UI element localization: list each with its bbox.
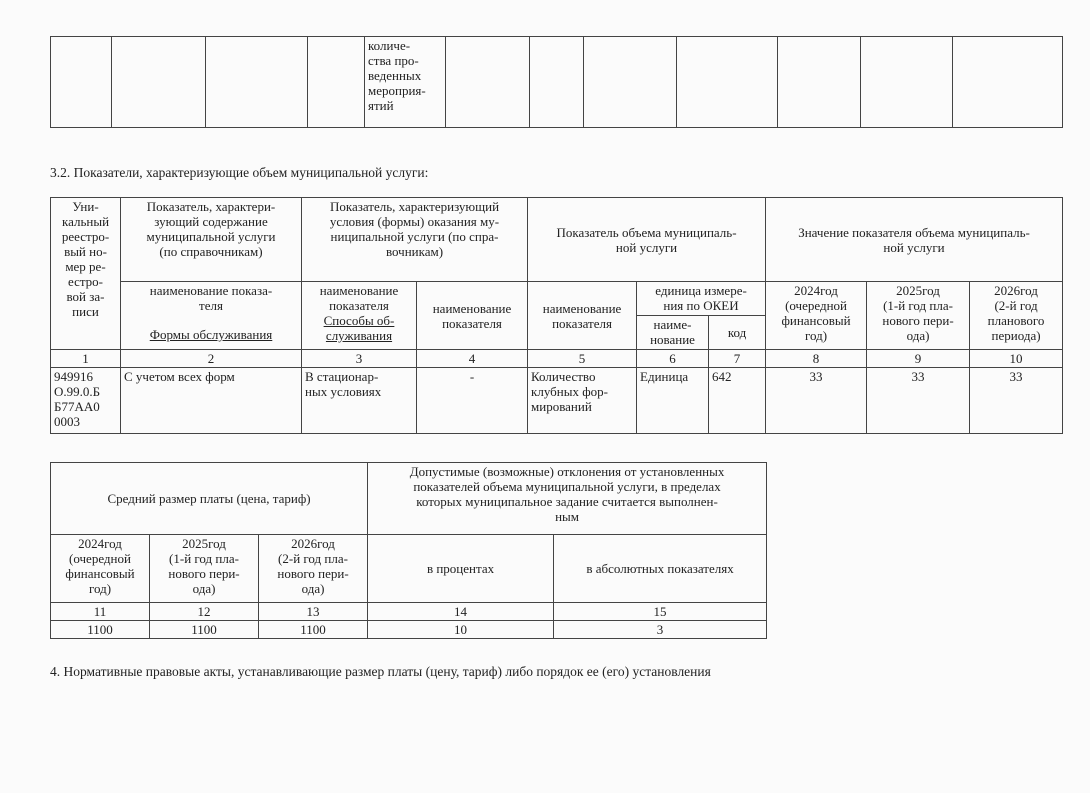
column-number: 8	[766, 350, 867, 368]
conditions-subheader	[302, 282, 417, 350]
table-row	[51, 350, 1063, 368]
value-2024: 33	[766, 368, 867, 434]
volume-value-header: Значение показателя объема муниципаль- ной услуги	[766, 198, 1063, 282]
column-number: 1	[51, 350, 121, 368]
value-2025: 33	[867, 368, 970, 434]
registry-number: 949916 О.99.0.Б Б77АА0 0003	[51, 368, 121, 434]
year-2025-header: 2025год (1-й год пла- нового пери- ода)	[867, 282, 970, 350]
content-value: С учетом всех форм	[121, 368, 302, 434]
indicator-name-header: наименование показателя	[528, 282, 637, 350]
column-number: 7	[709, 350, 766, 368]
table-cell	[530, 37, 584, 128]
deviation-absolute: 3	[554, 621, 767, 639]
table-row	[51, 282, 1063, 316]
table-row	[51, 621, 767, 639]
section-4-title: 4. Нормативные правовые акты, устанавливающие размер платы (цену, тариф) либо порядок ее (его) установления	[50, 664, 711, 679]
fee-deviation-table	[50, 462, 767, 639]
table-row	[51, 198, 1063, 282]
conditions-value: В стационар- ных условиях	[302, 368, 417, 434]
deviation-percent: 10	[368, 621, 554, 639]
column-number: 9	[867, 350, 970, 368]
unique-number-header: Уни- кальный реестро- вый но- мер ре- естро- вой за- писи	[51, 198, 121, 350]
table-cell	[584, 37, 677, 128]
column-number: 4	[417, 350, 528, 368]
table-cell	[953, 37, 1063, 128]
service-forms-label: Формы обслуживания	[149, 327, 273, 342]
indicator-name-header: наименование показателя	[417, 282, 528, 350]
year-2024-header: 2024год (очередной финансовый год)	[51, 535, 150, 603]
absolute-header: в абсолютных показателях	[554, 535, 767, 603]
service-methods-label: Способы об- служивания	[323, 313, 395, 343]
unit-code-header: код	[709, 316, 766, 350]
unit-name-header: наиме- нование	[637, 316, 709, 350]
unit-name: Единица	[637, 368, 709, 434]
previous-quality-table	[50, 36, 1063, 128]
indicator-value: -	[417, 368, 528, 434]
table-cell	[861, 37, 953, 128]
deviation-header: Допустимые (возможные) отклонения от установленных показателей объема муниципальной услуги, в пределах которых муниципальное задание считается выполнен- ным	[368, 463, 767, 535]
table-cell	[446, 37, 530, 128]
table-row	[51, 603, 767, 621]
indicator-name-label: наименование показа- теля	[149, 283, 273, 313]
percent-header: в процентах	[368, 535, 554, 603]
table-cell	[677, 37, 778, 128]
column-number: 14	[368, 603, 554, 621]
column-number: 10	[970, 350, 1063, 368]
content-indicator-header: Показатель, характери- зующий содержание муниципальной услуги (по справочникам)	[121, 198, 302, 282]
volume-indicator-name: Количество клубных фор- мирований	[528, 368, 637, 434]
value-2026: 33	[970, 368, 1063, 434]
fee-2025: 1100	[150, 621, 259, 639]
column-number: 11	[51, 603, 150, 621]
year-2025-header: 2025год (1-й год пла- нового пери- ода)	[150, 535, 259, 603]
volume-indicators-table	[50, 197, 1063, 434]
table-row	[51, 37, 1063, 128]
column-number: 13	[259, 603, 368, 621]
column-number: 12	[150, 603, 259, 621]
table-cell	[51, 37, 112, 128]
fee-2024: 1100	[51, 621, 150, 639]
column-number: 3	[302, 350, 417, 368]
table-row	[51, 535, 767, 603]
table-cell: количе- ства про- веденных мероприя- ятий	[365, 37, 446, 128]
table-cell	[778, 37, 861, 128]
year-2026-header: 2026год (2-й год планового периода)	[970, 282, 1063, 350]
table-cell	[206, 37, 308, 128]
table-cell	[112, 37, 206, 128]
unit-code: 642	[709, 368, 766, 434]
column-number: 6	[637, 350, 709, 368]
section-3-2-title: 3.2. Показатели, характеризующие объем муниципальной услуги:	[50, 165, 429, 180]
column-number: 5	[528, 350, 637, 368]
table-row	[51, 368, 1063, 434]
year-2026-header: 2026год (2-й год пла- нового пери- ода)	[259, 535, 368, 603]
conditions-indicator-header: Показатель, характеризующий условия (формы) оказания му- ниципальной услуги (по спра- вочникам)	[302, 198, 528, 282]
column-number: 15	[554, 603, 767, 621]
table-cell	[308, 37, 365, 128]
volume-indicator-header: Показатель объема муниципаль- ной услуги	[528, 198, 766, 282]
column-number: 2	[121, 350, 302, 368]
okei-unit-header: единица измере- ния по ОКЕИ	[637, 282, 766, 316]
table-row	[51, 463, 767, 535]
average-fee-header: Средний размер платы (цена, тариф)	[51, 463, 368, 535]
indicator-name-label: наименование показателя	[319, 283, 399, 313]
year-2024-header: 2024год (очередной финансовый год)	[766, 282, 867, 350]
content-subheader	[121, 282, 302, 350]
fee-2026: 1100	[259, 621, 368, 639]
